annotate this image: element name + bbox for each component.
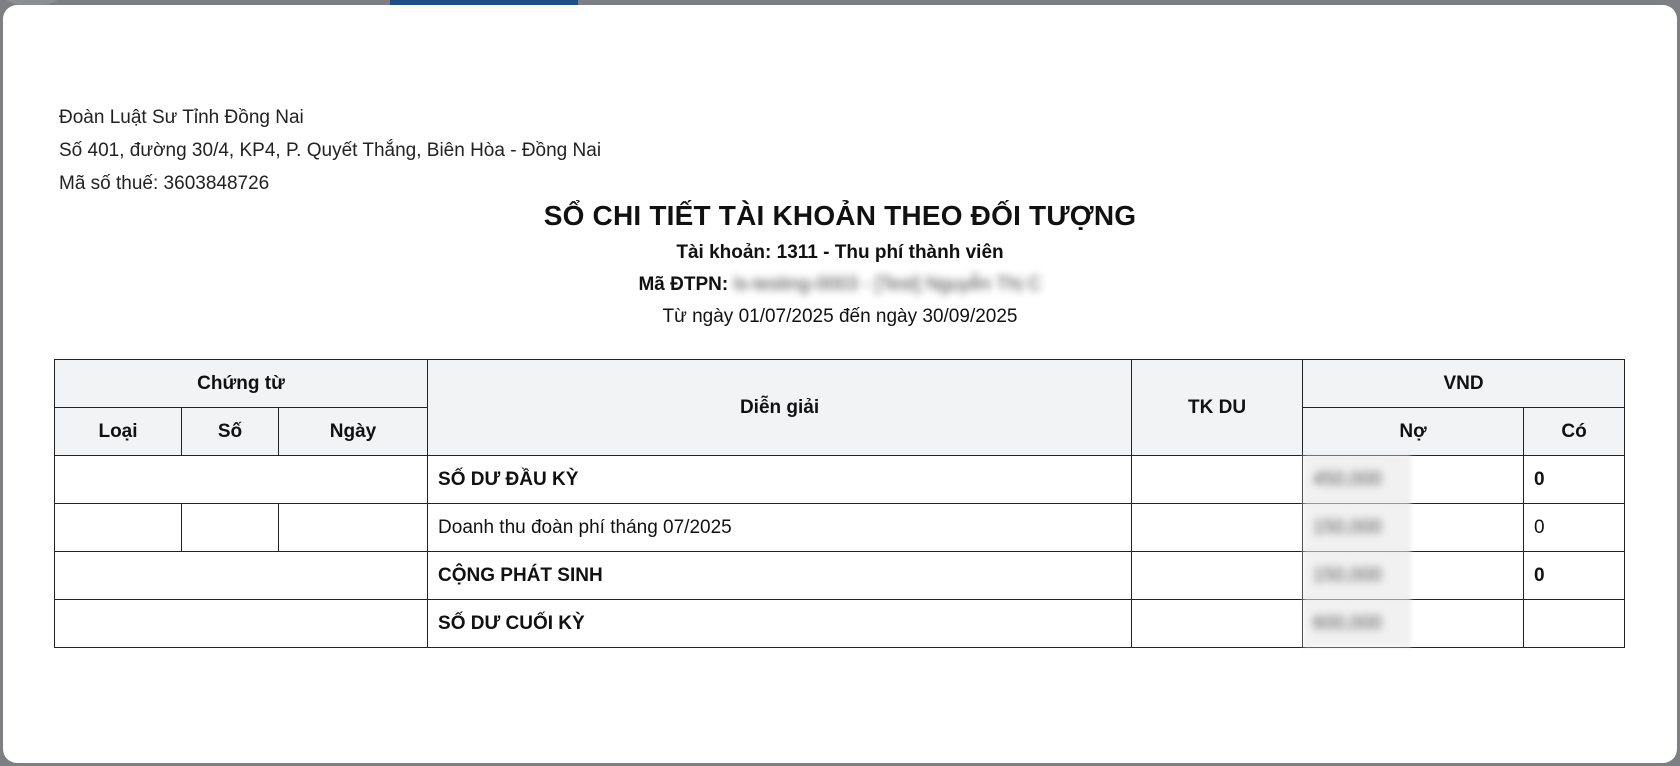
ledger-table [54,359,1625,648]
header-type: Loại [55,408,182,456]
cell-credit [1524,600,1625,648]
table-header-row [55,360,1625,408]
cell-debit [1303,504,1524,552]
cell-empty [55,600,428,648]
header-currency: VND [1303,360,1625,408]
cell-number [182,504,279,552]
debit-value: 600,000 [1313,612,1382,634]
header-debit: Nợ [1303,408,1524,456]
report-period: Từ ngày 01/07/2025 đến ngày 30/09/2025 [662,306,1018,327]
org-tax-id: Mã số thuế: 3603848726 [59,173,270,194]
cell-date [279,504,428,552]
header-voucher: Chứng từ [55,360,428,408]
table-row-closing-balance [55,600,1625,648]
header-number: Số [182,408,279,456]
table-row-total [55,552,1625,600]
cell-empty [55,456,428,504]
org-address: Số 401, đường 30/4, KP4, P. Quyết Thắng, Biên Hòa - Đồng Nai [59,140,602,161]
org-name: Đoàn Luật Sư Tỉnh Đồng Nai [59,107,304,128]
cell-contra [1132,600,1303,648]
organization-info [59,101,601,200]
debit-value: 150,000 [1313,564,1382,586]
header-date: Ngày [279,408,428,456]
header-credit: Có [1524,408,1625,456]
header-contra-account: TK DU [1132,360,1303,456]
debit-value: 450,000 [1313,468,1382,490]
table-row-entry [55,504,1625,552]
header-description: Diễn giải [428,360,1132,456]
cell-description: SỐ DƯ ĐẦU KỲ [428,456,1132,504]
cell-type [55,504,182,552]
cell-debit [1303,552,1524,600]
cell-contra [1132,552,1303,600]
debit-value: 150,000 [1313,516,1382,538]
cell-debit [1303,600,1524,648]
object-label: Mã ĐTPN: [638,274,729,295]
cell-description: CỘNG PHÁT SINH [428,552,1132,600]
cell-credit: 0 [1524,456,1625,504]
report-header [3,198,1677,332]
object-value: ls-testing-0003 - [Test] Nguyễn Thị C [733,274,1042,295]
cell-empty [55,552,428,600]
report-title: SỔ CHI TIẾT TÀI KHOẢN THEO ĐỐI TƯỢNG [543,200,1137,231]
cell-description: SỐ DƯ CUỐI KỲ [428,600,1132,648]
cell-credit: 0 [1524,552,1625,600]
table-row-opening-balance [55,456,1625,504]
cell-credit: 0 [1524,504,1625,552]
report-preview-modal [3,5,1677,763]
cell-description: Doanh thu đoàn phí tháng 07/2025 [428,504,1132,552]
cell-contra [1132,504,1303,552]
report-account: Tài khoản: 1311 - Thu phí thành viên [676,242,1004,263]
cell-contra [1132,456,1303,504]
report-object [3,268,1677,302]
cell-debit [1303,456,1524,504]
